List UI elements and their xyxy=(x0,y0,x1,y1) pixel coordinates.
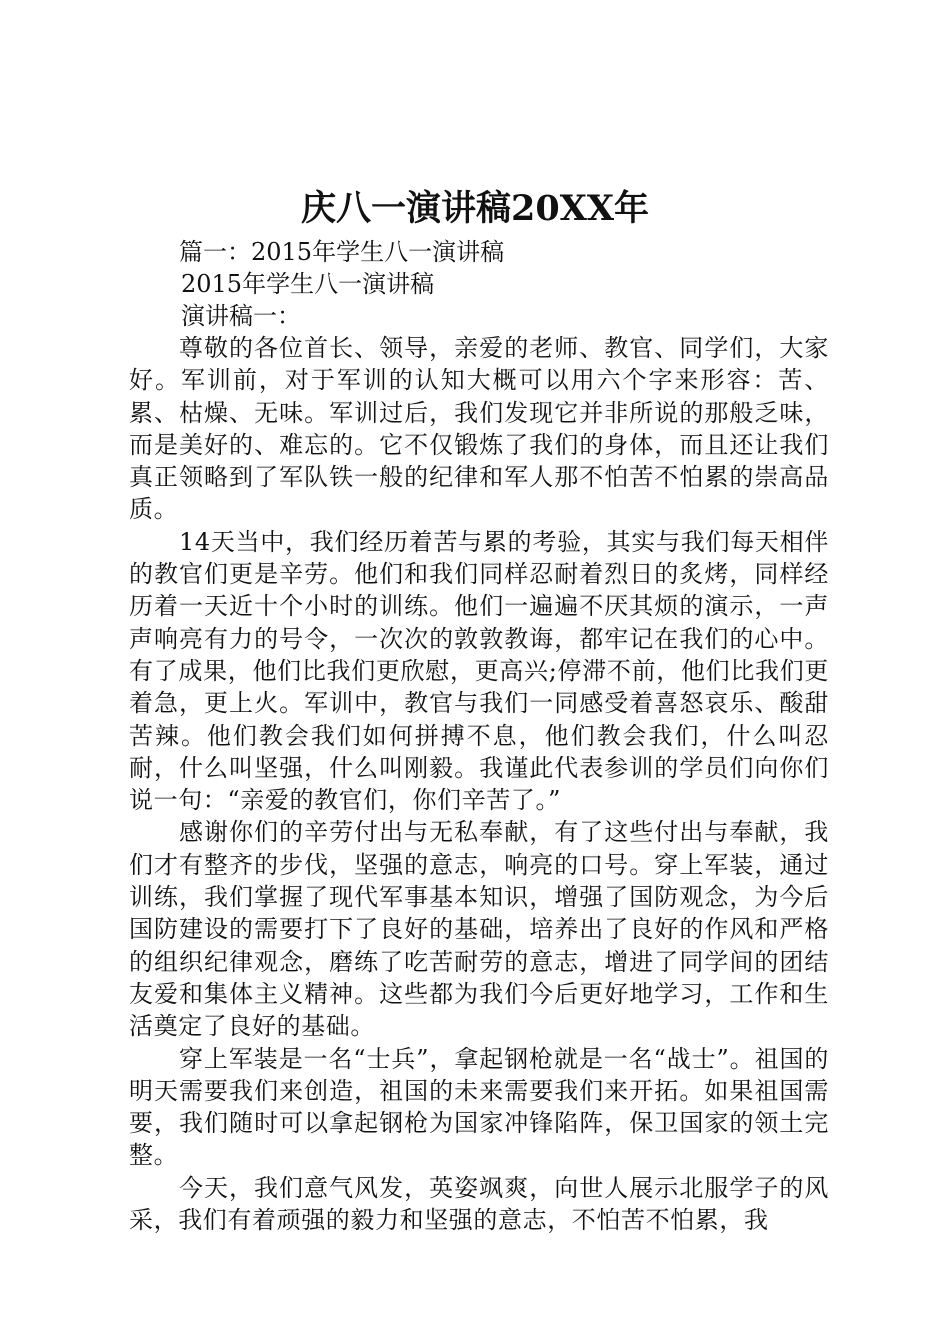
paragraph-1: 尊敬的各位首长、领导，亲爱的老师、教官、同学们，大家好。军训前，对于军训的认知大概可以用六个字来形容：苦、累、枯燥、无味。军训过后，我们发现它并非所说的那般乏味，而是美好的、难忘的。它不仅锻炼了我们的身体，而且还让我们真正领略到了军队铁一般的纪律和军人那不怕苦不怕累的崇高品质。 xyxy=(129,334,829,524)
document-title: 庆八一演讲稿20XX年 xyxy=(300,188,650,229)
speech-subheading: 演讲稿一： xyxy=(181,302,301,330)
paragraph-3: 感谢你们的辛劳付出与无私奉献，有了这些付出与奉献，我们才有整齐的步伐，坚强的意志，响亮的口号。穿上军装，通过训练，我们掌握了现代军事基本知识，增强了国防观念，为今后国防建设的需要打下了良好的基础，培养出了良好的作风和严格的组织纪律观念，磨练了吃苦耐劳的意志，增进了同学间的团结友爱和集体主义精神。这些都为我们今后更好地学习，工作和生活奠定了良好的基础。 xyxy=(129,818,829,1041)
paragraph-2: 14天当中，我们经历着苦与累的考验，其实与我们每天相伴的教官们更是辛劳。他们和我们同样忍耐着烈日的炙烤，同样经历着一天近十个小时的训练。他们一遍遍不厌其烦的演示，一声声响亮有力的号令，一次次的敦敦教诲，都牢记在我们的心中。有了成果，他们比我们更欣慰，更高兴;停滞不前，他们比我们更着急，更上火。军训中，教官与我们一同感受着喜怒哀乐、酸甜苦辣。他们教会我们如何拼搏不息，他们教会我们，什么叫忍耐，什么叫坚强，什么叫刚毅。我谨此代表参训的学员们向你们说一句：“亲爱的教官们，你们辛苦了。” xyxy=(129,527,829,815)
document-body xyxy=(129,236,829,1236)
speech-heading: 2015年学生八一演讲稿 xyxy=(181,270,435,298)
paragraph-5: 今天，我们意气风发，英姿飒爽，向世人展示北服学子的风采，我们有着顽强的毅力和坚强的意志，不怕苦不怕累，我 xyxy=(129,1173,829,1235)
section-heading: 篇一：2015年学生八一演讲稿 xyxy=(179,238,505,266)
paragraph-4: 穿上军装是一名“士兵”，拿起钢枪就是一名“战士”。祖国的明天需要我们来创造，祖国的未来需要我们来开拓。如果祖国需要，我们随时可以拿起钢枪为国家冲锋陷阵，保卫国家的领土完整。 xyxy=(129,1044,829,1170)
